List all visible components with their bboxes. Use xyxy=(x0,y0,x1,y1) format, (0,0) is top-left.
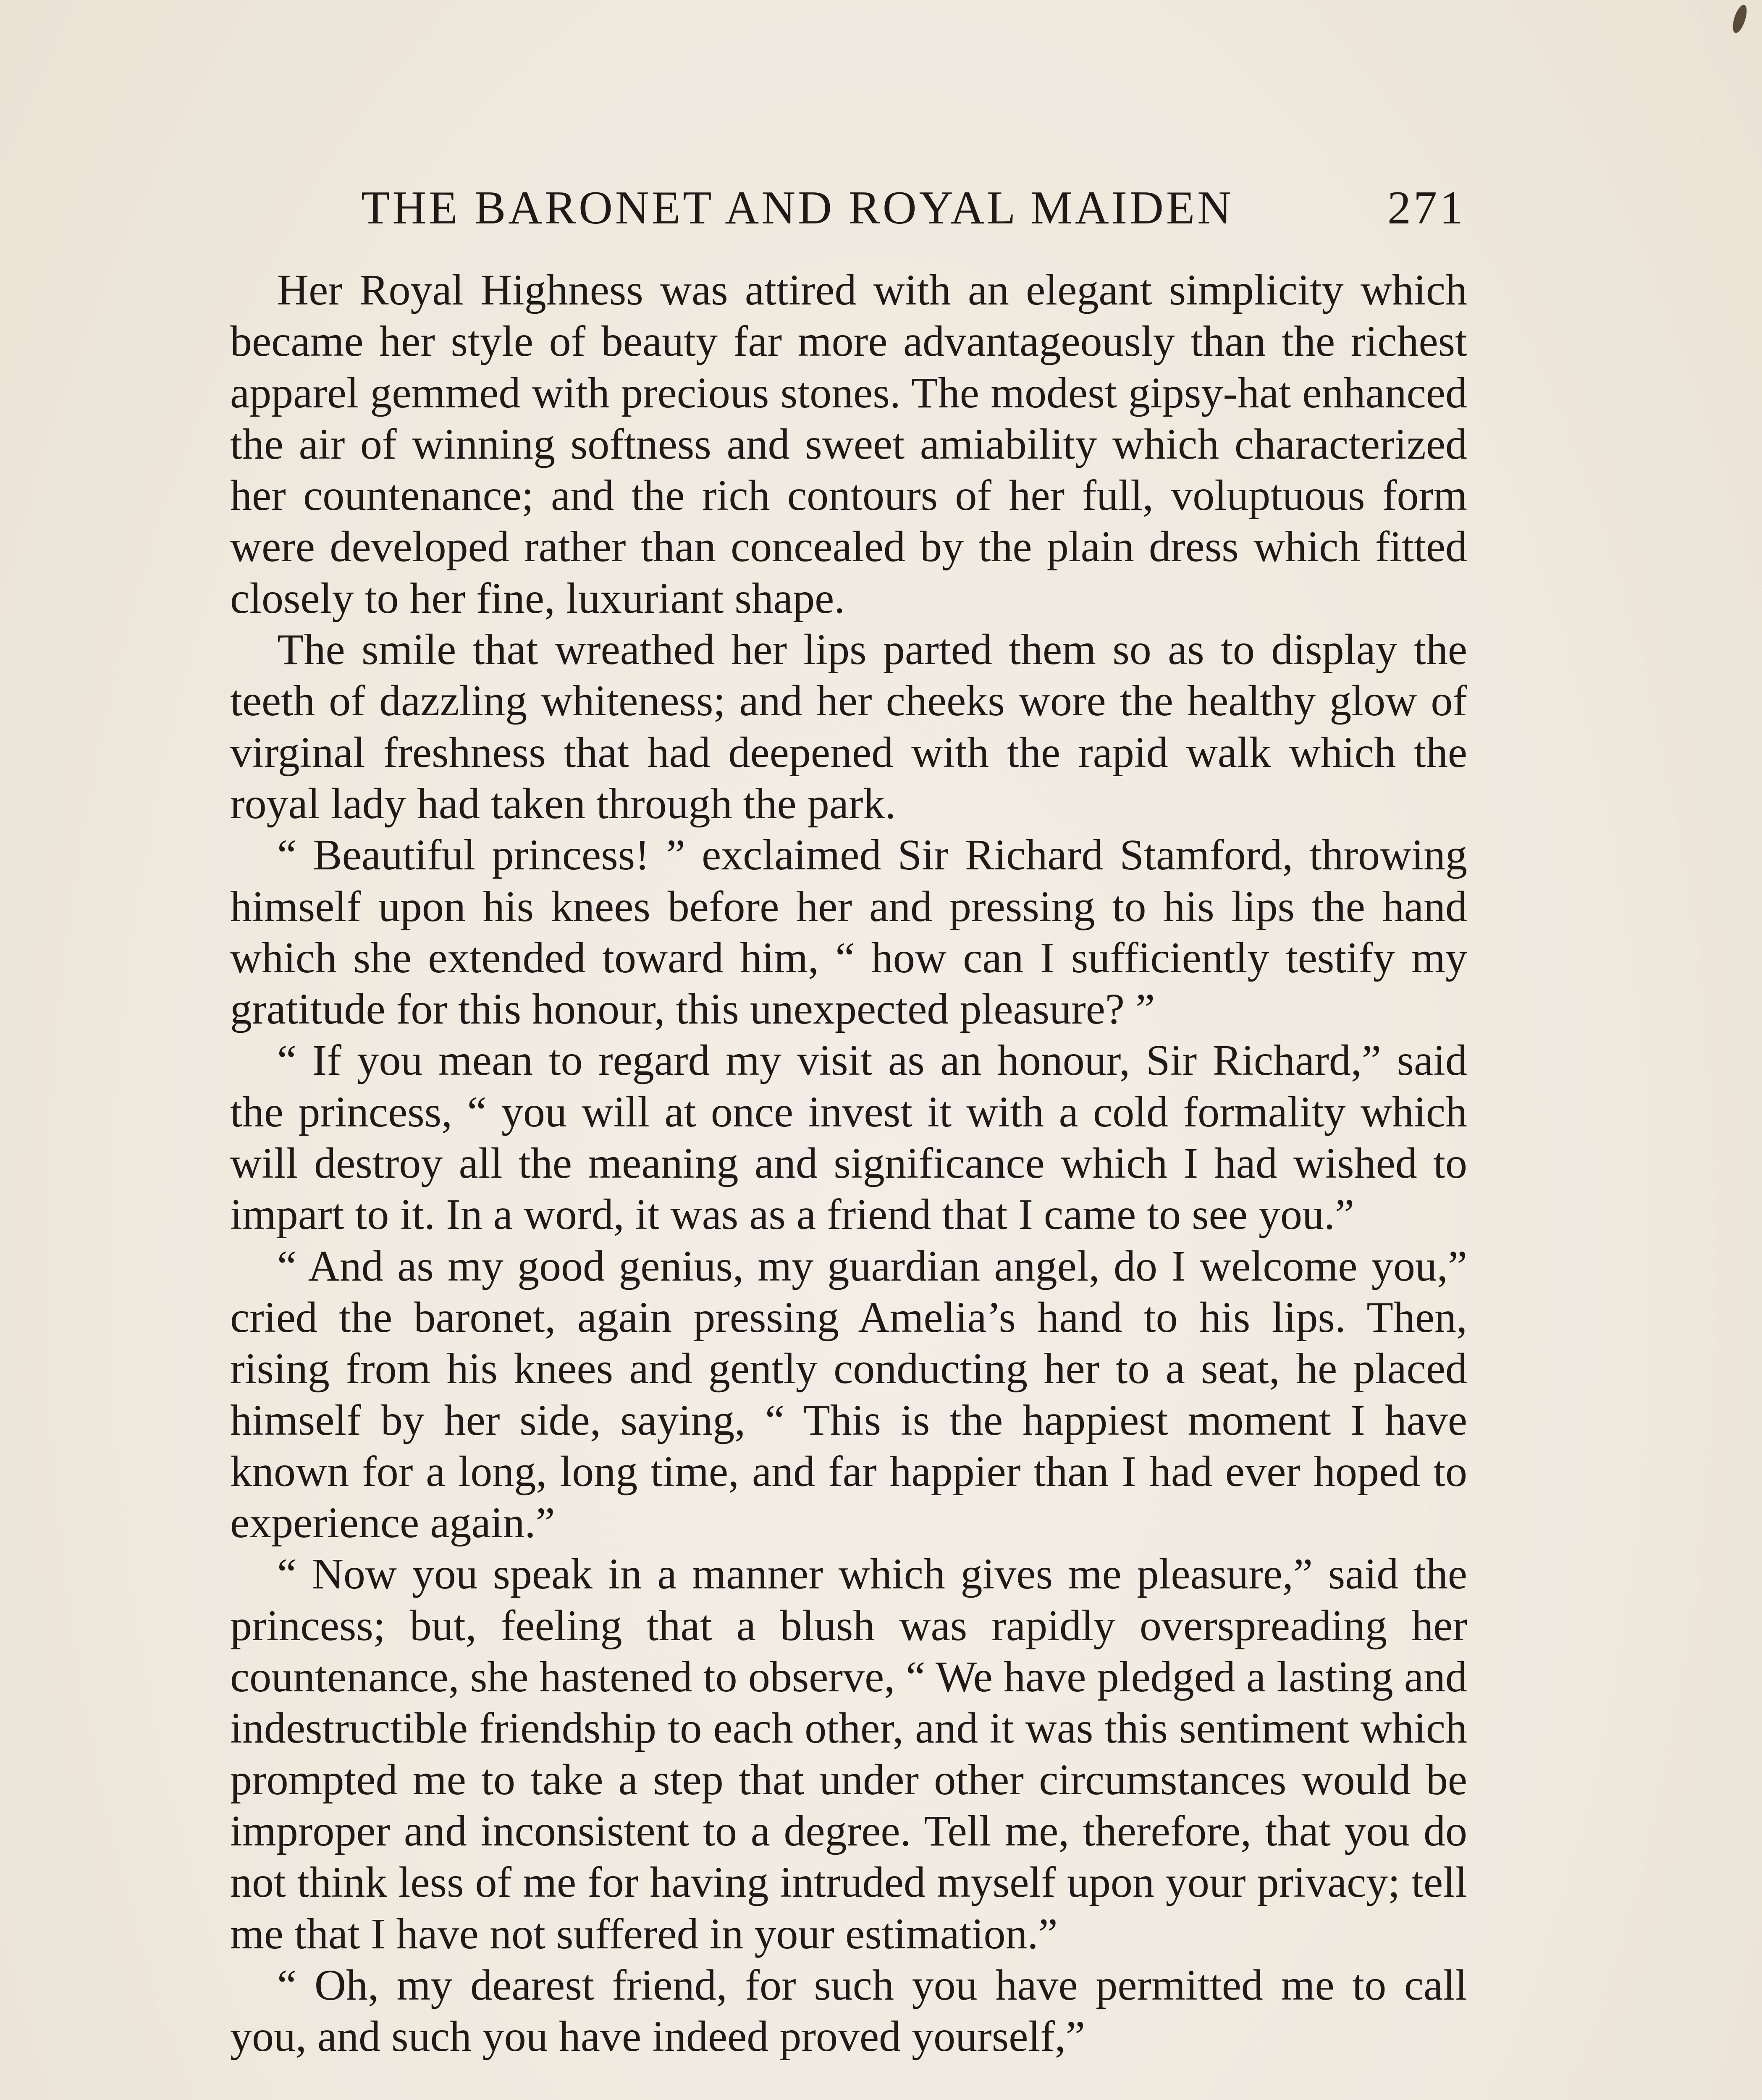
paragraph: The smile that wreathed her lips parted them so as to display the teeth of dazzling whiteness; and her cheeks wore the healthy glow of virginal freshness that had deepened with the rapid walk which the royal lady had taken through the park. xyxy=(230,625,1467,828)
running-head xyxy=(361,176,1466,239)
paragraph: “ Now you speak in a manner which gives me pleasure,” said the princess; but, feeling that a blush was rapidly overspreading her countenance, she hastened to observe, “ We have pledged a lasting and indestructible friendship to each other, and it was this sentiment which prompted me to take a step that under other circumstances would be improper and inconsistent to a degree. Tell me, therefore, that you do not think less of me for having intruded myself upon your privacy; tell me that I have not suffered in your estimation.” xyxy=(230,1550,1467,1958)
body-text xyxy=(230,265,1467,2062)
paragraph: “ Oh, my dearest friend, for such you have permitted me to call you, and such you have indeed proved yourself,” xyxy=(230,1961,1467,2061)
paragraph: “ If you mean to regard my visit as an honour, Sir Richard,” said the princess, “ you will at once invest it with a cold formality which will destroy all the meaning and significance which I had wished to impart to it. In a word, it was as a friend that I came to see you.” xyxy=(230,1036,1467,1239)
page-number: 271 xyxy=(1387,182,1466,234)
chapter-title: THE BARONET AND ROYAL MAIDEN xyxy=(361,182,1234,234)
paragraph: “ Beautiful princess! ” exclaimed Sir Richard Stamford, throwing himself upon his knees before her and pressing to his lips the hand which she extended toward him, “ how can I sufficiently testify my gratitude for this honour, this unexpected pleasure? ” xyxy=(230,831,1467,1034)
ink-speck xyxy=(1730,3,1749,35)
paragraph: “ And as my good genius, my guardian angel, do I welcome you,” cried the baronet, again pressing Amelia’s hand to his lips. Then, rising from his knees and gently conducting her to a seat, he placed himself by her side, saying, “ This is the happiest moment I have known for a long, long time, and far happier than I had ever hoped to experience again.” xyxy=(230,1242,1467,1547)
paragraph: Her Royal Highness was attired with an elegant simplicity which became her style of beauty far more advantageously than the richest apparel gemmed with precious stones. The modest gipsy-hat enhanced the air of winning softness and sweet amiability which characterized her countenance; and the rich contours of her full, voluptuous form were developed rather than concealed by the plain dress which fitted closely to her fine, luxuriant shape. xyxy=(230,266,1467,622)
